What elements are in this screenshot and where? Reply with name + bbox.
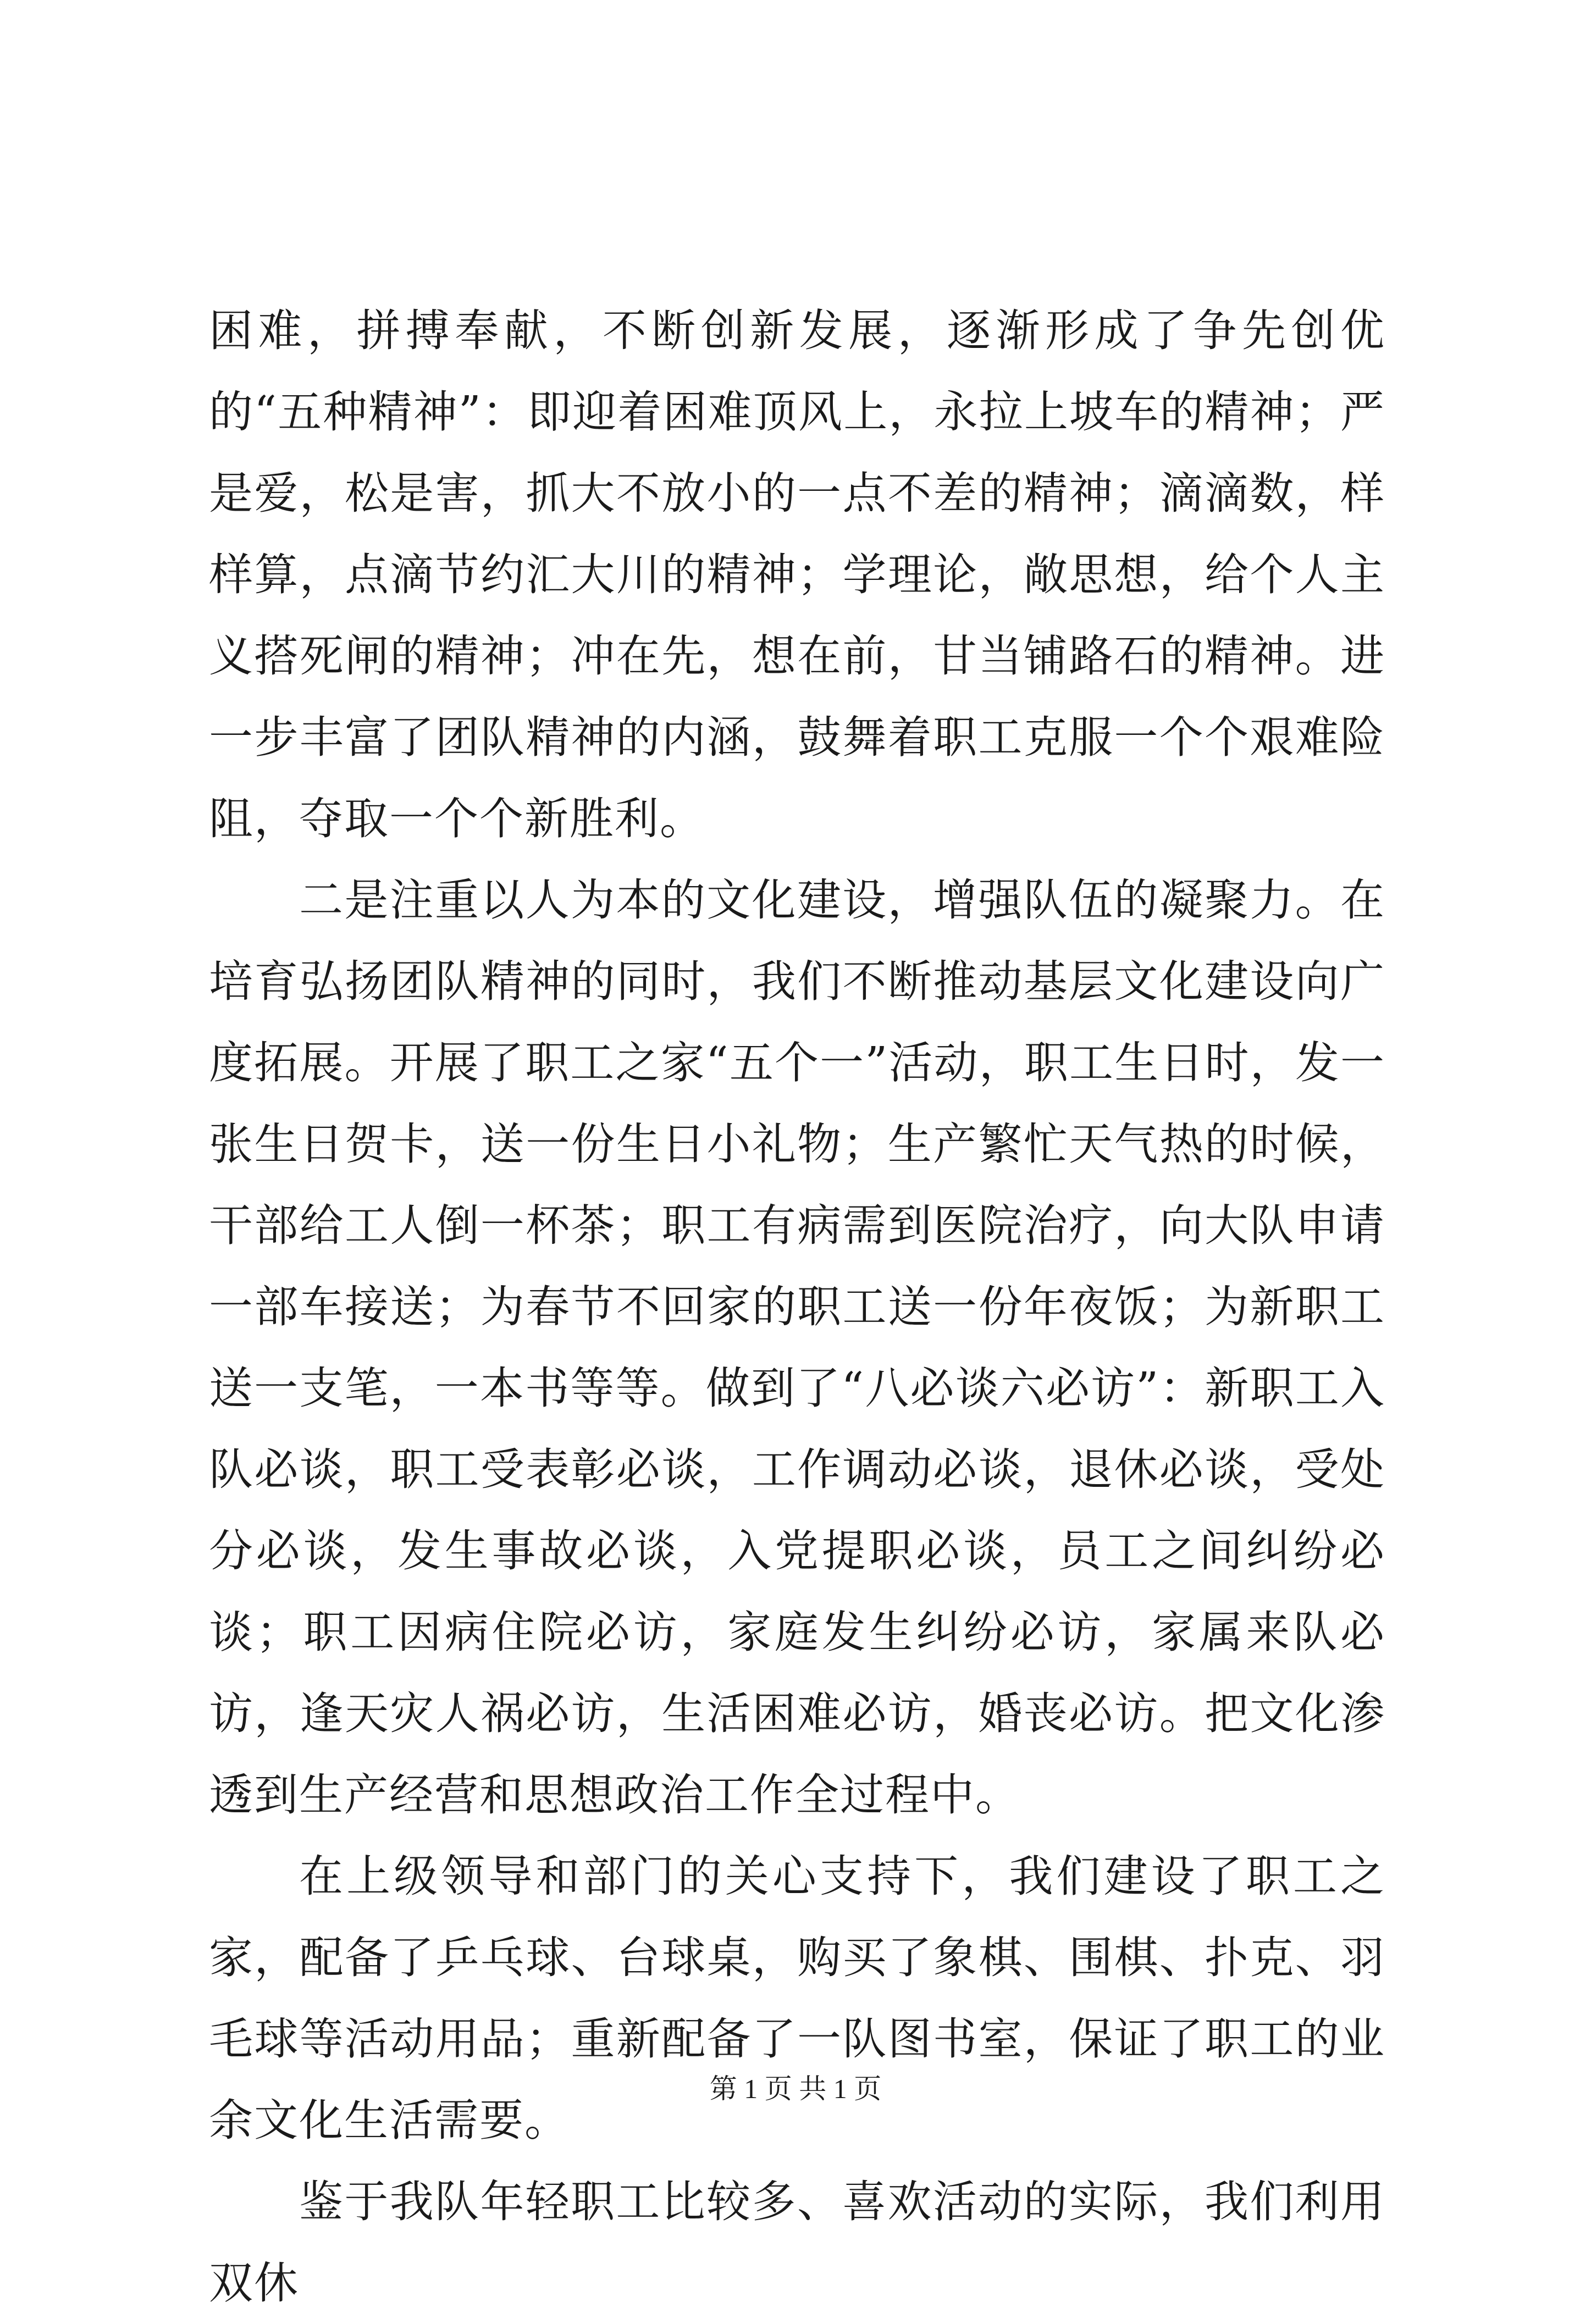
paragraph-continuation: 困难，拼搏奉献，不断创新发展，逐渐形成了争先创优的“五种精神”：即迎着困难顶风上，永拉上坡车的精神；严是爱，松是害，抓大不放小的一点不差的精神；滴滴数，样样算，点滴节约汇大川的精神；学理论，敞思想，给个人主义搭死闸的精神；冲在先，想在前，甘当铺路石的精神。进一步丰富了团队精神的内涵，鼓舞着职工克服一个个艰难险阻，夺取一个个新胜利。 [209, 305, 1385, 844]
paragraph-staff-home: 在上级领导和部门的关心支持下，我们建设了职工之家，配备了乒乓球、台球桌，购买了象棋、围棋、扑克、羽毛球等活动用品；重新配备了一队图书室，保证了职工的业余文化生活需要。 [209, 1851, 1385, 2146]
body-text [209, 290, 1385, 2324]
page-footer: 第 1 页 共 1 页 [709, 2073, 882, 2104]
paragraph-young-staff: 鉴于我队年轻职工比较多、喜欢活动的实际，我们利用双休 [209, 2176, 1385, 2309]
paragraph-culture-building: 二是注重以人为本的文化建设，增强队伍的凝聚力。在培育弘扬团队精神的同时，我们不断推动基层文化建设向广度拓展。开展了职工之家“五个一”活动，职工生日时，发一张生日贺卡，送一份生日小礼物；生产繁忙天气热的时候，干部给工人倒一杯茶；职工有病需到医院治疗，向大队申请一部车接送；为春节不回家的职工送一份年夜饭；为新职工送一支笔，一本书等等。做到了“八必谈六必访”：新职工入队必谈，职工受表彰必谈，工作调动必谈，退休必谈，受处分必谈，发生事故必谈，入党提职必谈，员工之间纠纷必谈；职工因病住院必访，家庭发生纠纷必访，家属来队必访，逢天灾人祸必访，生活困难必访，婚丧必访。把文化渗透到生产经营和思想政治工作全过程中。 [209, 875, 1385, 1821]
